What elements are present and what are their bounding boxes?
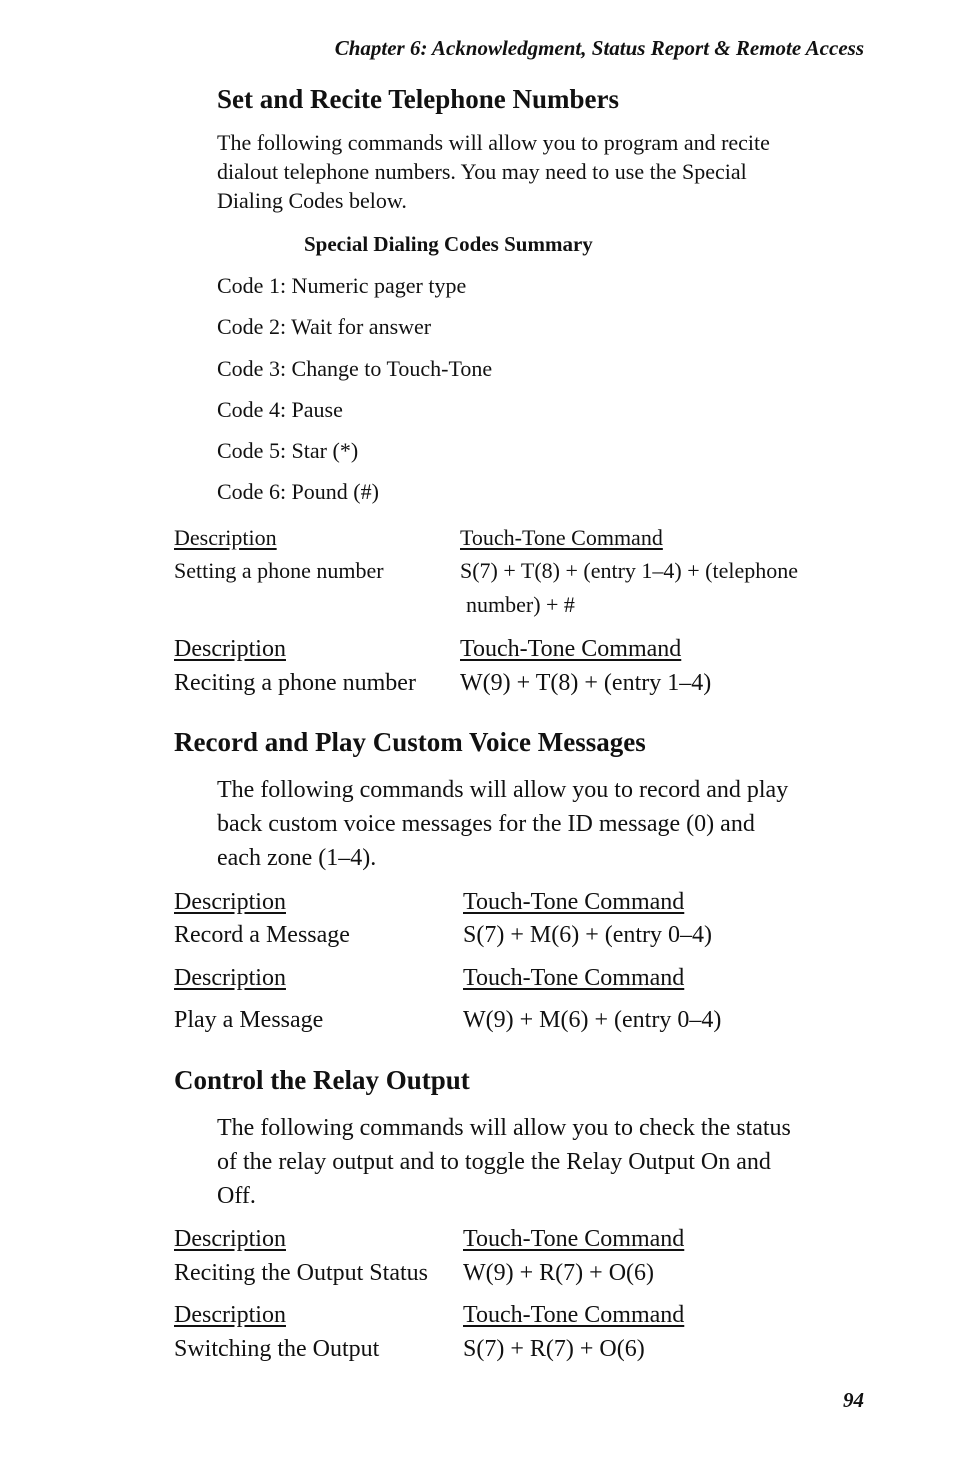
intro-line: each zone (1–4). bbox=[217, 845, 377, 871]
command-description: Setting a phone number bbox=[174, 558, 384, 583]
voice-intro bbox=[217, 773, 867, 875]
command-header: Touch-Tone Command bbox=[460, 525, 663, 550]
command-value: S(7) + T(8) + (entry 1–4) + (telephone bbox=[460, 558, 799, 583]
dialing-code-item: Code 4: Pause bbox=[217, 397, 343, 422]
command-header: Touch-Tone Command bbox=[463, 889, 685, 915]
intro-line: dialout telephone numbers. You may need to use the Special bbox=[217, 159, 747, 184]
dialing-code-item: Code 3: Change to Touch-Tone bbox=[217, 356, 493, 381]
command-value: W(9) + R(7) + O(6) bbox=[463, 1260, 655, 1286]
dialing-code-item: Code 5: Star (*) bbox=[217, 438, 359, 463]
command-value: W(9) + M(6) + (entry 0–4) bbox=[463, 1007, 722, 1033]
command-description: Record a Message bbox=[174, 922, 350, 948]
command-description: Reciting the Output Status bbox=[174, 1260, 428, 1286]
description-header: Description bbox=[174, 525, 277, 550]
intro-line: back custom voice messages for the ID message (0) and bbox=[217, 811, 755, 837]
section-title-voice: Record and Play Custom Voice Messages bbox=[174, 727, 646, 757]
command-header: Touch-Tone Command bbox=[463, 1302, 685, 1328]
command-header: Touch-Tone Command bbox=[460, 636, 682, 662]
telephone-intro bbox=[217, 128, 867, 215]
description-header: Description bbox=[174, 965, 286, 991]
section-title-telephone: Set and Recite Telephone Numbers bbox=[217, 84, 620, 114]
command-header: Touch-Tone Command bbox=[463, 965, 685, 991]
command-value: S(7) + R(7) + O(6) bbox=[463, 1336, 645, 1362]
command-value: number) + # bbox=[466, 592, 575, 617]
chapter-header: Chapter 6: Acknowledgment, Status Report & Remote Access bbox=[334, 36, 864, 60]
intro-line: Dialing Codes below. bbox=[217, 188, 407, 213]
intro-line: The following commands will allow you to program and recite bbox=[217, 130, 770, 155]
command-description: Play a Message bbox=[174, 1007, 324, 1033]
intro-line: The following commands will allow you to record and play bbox=[217, 777, 789, 803]
dialing-code-item: Code 6: Pound (#) bbox=[217, 479, 379, 504]
relay-intro bbox=[217, 1111, 867, 1213]
dialing-codes-title: Special Dialing Codes Summary bbox=[304, 232, 593, 256]
dialing-code-item: Code 2: Wait for answer bbox=[217, 314, 432, 339]
command-value: W(9) + T(8) + (entry 1–4) bbox=[460, 670, 712, 696]
dialing-code-item: Code 1: Numeric pager type bbox=[217, 273, 467, 298]
description-header: Description bbox=[174, 636, 286, 662]
description-header: Description bbox=[174, 1302, 286, 1328]
page-number: 94 bbox=[843, 1388, 864, 1412]
command-description: Reciting a phone number bbox=[174, 670, 416, 696]
intro-line: of the relay output and to toggle the Relay Output On and bbox=[217, 1149, 771, 1175]
section-title-relay: Control the Relay Output bbox=[174, 1065, 470, 1095]
description-header: Description bbox=[174, 1226, 286, 1252]
description-header: Description bbox=[174, 889, 286, 915]
intro-line: The following commands will allow you to check the status bbox=[217, 1115, 791, 1141]
command-header: Touch-Tone Command bbox=[463, 1226, 685, 1252]
command-description: Switching the Output bbox=[174, 1336, 380, 1362]
intro-line: Off. bbox=[217, 1183, 256, 1209]
command-value: S(7) + M(6) + (entry 0–4) bbox=[463, 922, 713, 948]
